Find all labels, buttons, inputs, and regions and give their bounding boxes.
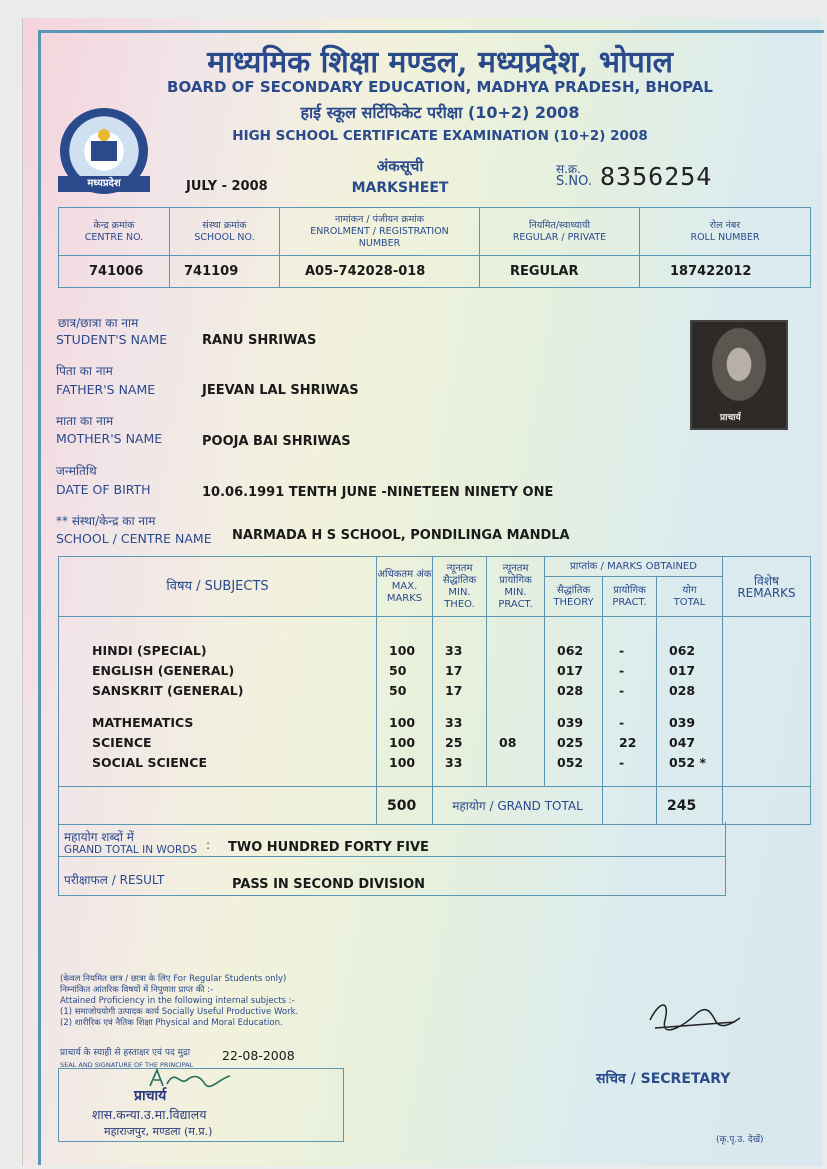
colon: : <box>206 838 211 852</box>
pto-note: (कृ.पृ.उ. देखें) <box>716 1135 764 1145</box>
father-name-label: FATHER'S NAME <box>56 382 156 397</box>
school-no-header: संस्था क्रमांक SCHOOL NO. <box>170 208 280 256</box>
pract-column: - - - - 22 - <box>603 617 657 787</box>
school-name: NARMADA H S SCHOOL, PONDILINGA MANDLA <box>232 528 570 543</box>
marksheet-title-hindi: अंकसूची <box>376 157 424 175</box>
theory-column: 062 017 028 039 025 052 <box>545 617 603 787</box>
exam-title: HIGH SCHOOL CERTIFICATE EXAMINATION (10+2) 2008 <box>232 128 648 144</box>
father-name: JEEVAN LAL SHRIWAS <box>202 383 359 398</box>
stamp-school: शास.कन्या.उ.मा.विद्यालय <box>92 1107 207 1122</box>
seal-label: मध्यप्रदेश <box>58 176 150 192</box>
min-pract-header: न्यूनतम प्रायोगिक MIN. PRACT. <box>487 557 545 617</box>
pract-header: प्रायोगिक PRACT. <box>603 577 657 617</box>
regular-private: REGULAR <box>480 256 640 288</box>
serial-label: S.NO. <box>556 174 592 189</box>
roll-number-header: रोल नंबर ROLL NUMBER <box>640 208 811 256</box>
issue-date: 22-08-2008 <box>222 1048 295 1063</box>
session: JULY - 2008 <box>186 179 268 194</box>
student-name-label-hindi: छात्र/छात्रा का नाम <box>58 316 139 330</box>
dob-label: DATE OF BIRTH <box>56 482 151 497</box>
min-pract-column: 08 <box>487 617 545 787</box>
stamp-title: प्राचार्य <box>134 1088 167 1104</box>
school-name-label: SCHOOL / CENTRE NAME <box>56 531 212 546</box>
max-marks-header: अधिकतम अंक MAX. MARKS <box>377 557 433 617</box>
theory-header: सैद्धांतिक THEORY <box>545 577 603 617</box>
grand-total-label: महायोग / GRAND TOTAL <box>433 787 603 825</box>
school-no: 741109 <box>170 256 280 288</box>
marks-table <box>58 556 811 825</box>
serial-label-hindi: स.क्र. <box>556 162 581 176</box>
roll-number: 187422012 <box>640 256 811 288</box>
exam-title-hindi: हाई स्कूल सर्टिफिकेट परीक्षा (10+2) 2008 <box>300 103 580 122</box>
father-name-label-hindi: पिता का नाम <box>56 364 113 378</box>
result-label: परीक्षाफल / RESULT <box>64 873 165 887</box>
grand-max: 500 <box>377 787 433 825</box>
subject-name: SOCIAL SCIENCE <box>92 755 207 770</box>
min-theory-column: 33 17 17 33 25 33 <box>433 617 487 787</box>
id-table <box>58 207 811 288</box>
secretary-signature <box>640 990 750 1040</box>
words-label: GRAND TOTAL IN WORDS <box>64 844 198 856</box>
principal-label-hindi: प्राचार्य के स्याही से हस्ताक्षर एवं पद मुद्रा <box>60 1048 191 1058</box>
remarks-column <box>723 617 811 787</box>
principal-label: SEAL AND SIGNATURE OF THE PRINCIPAL <box>60 1061 194 1069</box>
subject-column <box>59 617 377 787</box>
secretary-label: सचिव / SECRETARY <box>596 1071 731 1087</box>
board-title-hindi: माध्यमिक शिक्षा मण्डल, मध्यप्रदेश, भोपाल <box>207 45 673 80</box>
marks-obtained-header: प्राप्तांक / MARKS OBTAINED <box>545 557 723 577</box>
date-of-birth: 10.06.1991 TENTH JUNE -NINETEEN NINETY ONE <box>202 485 554 500</box>
max-column: 100 50 50 100 100 100 <box>377 617 433 787</box>
school-name-label-hindi: ** संस्था/केन्द्र का नाम <box>56 514 156 528</box>
photo-stamp: प्राचार्य <box>720 413 741 423</box>
regular-private-header: नियमित/स्वाध्यायी REGULAR / PRIVATE <box>480 208 640 256</box>
enrolment-header: नामांकन / पंजीयन क्रमांक ENROLMENT / REGISTRATION NUMBER <box>280 208 480 256</box>
subjects-header: विषय / SUBJECTS <box>59 557 377 617</box>
centre-no-header: केन्द्र क्रमांक CENTRE NO. <box>59 208 170 256</box>
grand-total-words: TWO HUNDRED FORTY FIVE <box>228 840 429 855</box>
min-theory-header: न्यूनतम सैद्धांतिक MIN. THEO. <box>433 557 487 617</box>
subject-name: SANSKRIT (GENERAL) <box>92 683 244 698</box>
result-divider <box>58 856 726 857</box>
subject-name: ENGLISH (GENERAL) <box>92 663 235 678</box>
result-value: PASS IN SECOND DIVISION <box>232 877 425 892</box>
mother-name-label: MOTHER'S NAME <box>56 431 163 446</box>
total-column: 062 017 028 039 047 052 * <box>657 617 723 787</box>
grand-total: 245 <box>657 787 723 825</box>
student-name: RANU SHRIWAS <box>202 333 317 348</box>
mother-name-label-hindi: माता का नाम <box>56 414 114 428</box>
serial-number: 8356254 <box>600 162 713 191</box>
subject-name: HINDI (SPECIAL) <box>92 643 207 658</box>
stamp-address: महाराजपुर, मण्डला (म.प्र.) <box>104 1125 213 1138</box>
board-title: BOARD OF SECONDARY EDUCATION, MADHYA PRADESH, BHOPAL <box>167 78 713 96</box>
enrolment-number: A05-742028-018 <box>280 256 480 288</box>
remarks-header: विशेष REMARKS <box>723 557 811 617</box>
student-name-label: STUDENT'S NAME <box>56 332 168 347</box>
mother-name: POOJA BAI SHRIWAS <box>202 434 351 449</box>
total-header: योग TOTAL <box>657 577 723 617</box>
dob-label-hindi: जन्मतिथि <box>56 464 97 478</box>
marksheet-title: MARKSHEET <box>351 180 449 196</box>
subject-name: MATHEMATICS <box>92 715 194 730</box>
words-label-hindi: महायोग शब्दों में <box>64 830 134 844</box>
centre-no: 741006 <box>59 256 170 288</box>
subject-name: SCIENCE <box>92 735 152 750</box>
regular-note: (केवल नियमित छात्र / छात्रा के लिए For Regular Students only) निम्नांकित आंतरिक विषयों में निपुणता प्राप्त की :- Attained Proficiency in the following internal subjects :- (1) समाजोपयोगी उत्पादक कार्य Socially Useful Productive Work. (2) शारीरिक एवं नैतिक शिक्षा Physical and Moral Education. <box>60 974 299 1028</box>
